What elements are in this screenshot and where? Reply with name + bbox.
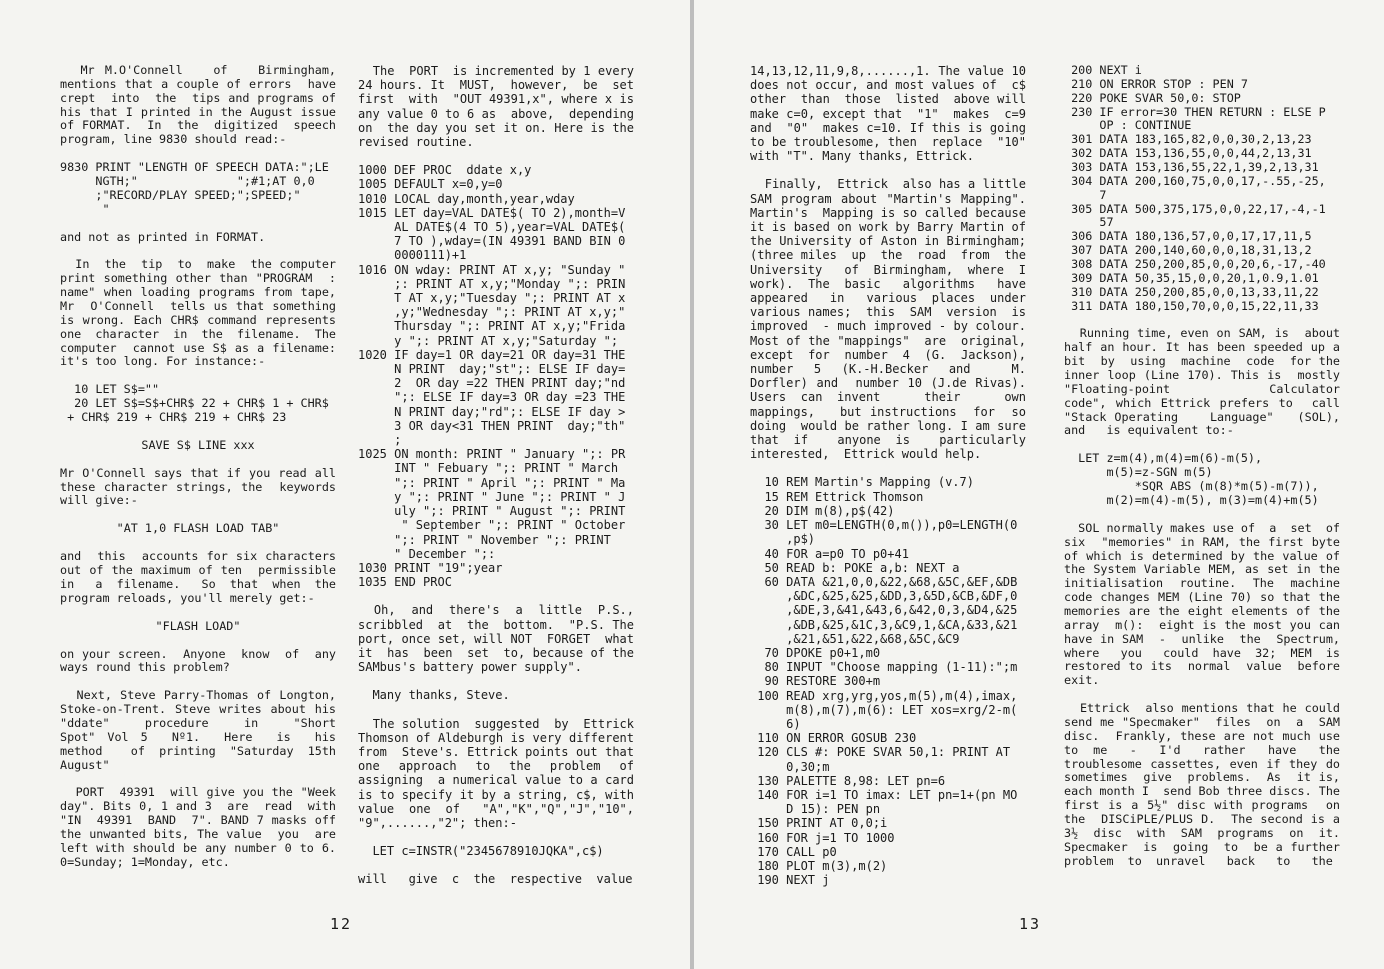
code-listing: 1000 DEF PROC ddate x,y 1005 DEFAULT x=0,y=0 1010 LOCAL day,month,year,wday 1015 LET day=VAL DATE$( TO 2),month=V AL DATE$(4 TO 5),year=VAL DATE$( 7 TO ),wday=(IN 49391 BAND BIN 0 0000111)+1 1016 ON wday: PRINT AT x,y; "Sunday " ;: PRINT AT x,y;"Monday ";: PRIN T AT x,y;"Tuesday ";: PRINT AT x ,y;"Wednesday ";: PRINT AT x,y;" Thursday ";: PRINT AT x,y;"Frida y ";: PRINT AT x,y;"Saturday "; 1020 IF day=1 OR day=21 OR day=31 THE N PRINT day;"st";: ELSE IF day= 2 OR day =22 THEN PRINT day;"nd ";: ELSE IF day=3 OR day =23 THE N PRINT day;"rd";: ELSE IF day > 3 OR day<31 THEN PRINT day;"th" ; 1025 ON month: PRINT " January ";: PR INT " Febuary ";: PRINT " March ";: PRINT " April ";: PRINT " Ma y ";: PRINT " June ";: PRINT " J uly ";: PRINT " August ";: PRINT " September ";: PRINT " October ";: PRINT " November ";: PRINT " December ";: 1030 PRINT "19";year 1035 END PROC [358,163,626,590]
right-page [694,0,1384,969]
page-number-left: 12 [330,915,353,933]
text-paragraph: Running time, even on SAM, is about half an hour. It has been speeded up a bit by using machine code for the inner loop (Line 170). This is mostly "Floating-point Calculator code", which Ettrick prefers to call "Stack Operating Language" (SOL), and is equivalent to:- [1064,326,1376,438]
text-paragraph: will give c the respective value [358,872,633,887]
text-paragraph: Ettrick also mentions that he could send me "Specmaker" files on a SAM disc. Frankly, these are not much use to me - I'd rather have the troublesome cassettes, even if they do sometimes give problems. As it is, each month I send Bob three discs. The first is a 5½" disc with programs on the DISCiPLE/PLUS D. The second is a 3½ disc with SAM programs on it. Specmaker is going to be a further problem to unravel back to the [1064,701,1348,868]
text-paragraph: on your screen. Anyone know of any ways round this problem? [60,646,344,675]
text-paragraph: 14,13,12,11,9,8,......,1. The value 10 does not occur, and most values of c$ other than those listed above will make c=0, except that "1" makes c=9 and "0" makes c=10. If this is going to be troublesome, then replace "10" with "T". Many thanks, Ettrick. [750,64,1034,164]
code-listing: 10 LET S$="" 20 LET S$=S$+CHR$ 22 + CHR$ 1 + CHR$ + CHR$ 219 + CHR$ 219 + CHR$ 23 [67,382,329,425]
code-listing: 200 NEXT i 210 ON ERROR STOP : PEN 7 220 POKE SVAR 50,0: STOP 230 IF error=30 THEN RETURN : ELSE P OP : CONTINUE 301 DATA 183,165,82,0,0,30,2,13,23 302 DATA 153,136,55,0,0,44,2,13,31 303 DATA 153,136,55,22,1,39,2,13,31 304 DATA 200,160,75,0,0,17,-.55,-25, 7 305 DATA 500,375,175,0,0,22,17,-4,-1 57 306 DATA 180,136,57,0,0,17,17,11,5 307 DATA 200,140,60,0,0,18,31,13,2 308 DATA 250,200,85,0,0,20,6,-17,-40 309 DATA 50,35,15,0,0,20,1,0.9,1.01 310 DATA 250,200,85,0,0,13,33,11,22 311 DATA 180,150,70,0,0,15,22,11,33 [1071,63,1326,313]
text-paragraph: and not as printed in FORMAT. [60,229,266,244]
text-paragraph: Many thanks, Steve. [358,688,510,703]
text-paragraph: Oh, and there's a little P.S., scribbled at the bottom. "P.S. The port, once set, will NOT FORGET what it has been set to, because of the SAMbus's battery power supply". [358,603,642,675]
text-paragraph: Mr M.O'Connell of Birmingham, mentions that a couple of errors have crept into the tips and programs of his that I printed in the August issue of FORMAT. In the digitized speech program, line 9830 should read:- [60,63,344,147]
code-listing: 10 REM Martin's Mapping (v.7) 15 REM Ettrick Thomson 20 DIM m(8),p$(42) 30 LET m0=LENGTH(0,m()),p0=LENGTH(0 ,p$) 40 FOR a=p0 TO p0+41 50 READ b: POKE a,b: NEXT a 60 DATA &21,0,0,&22,&68,&5C,&EF,&DB ,&DC,&25,&25,&DD,3,&5D,&CB,&DF,0 ,&DE,3,&41,&43,6,&42,0,3,&D4,&25 ,&DB,&25,&1C,3,&C9,1,&CA,&33,&21 ,&21,&51,&22,&68,&5C,&C9 70 DPOKE p0+1,m0 80 INPUT "Choose mapping (1-11):";m 90 RESTORE 300+m 100 READ xrg,yrg,yos,m(5),m(4),imax, m(8),m(7),m(6): LET xos=xrg/2-m( 6) 110 ON ERROR GOSUB 230 120 CLS #: POKE SVAR 50,1: PRINT AT 0,30;m 130 PALETTE 8,98: LET pn=6 140 FOR i=1 TO imax: LET pn=1+(pn MO D 15): PEN pn 150 PRINT AT 0,0;i 160 FOR j=1 TO 1000 170 CALL p0 180 PLOT m(3),m(2) 190 NEXT j [757,475,1018,888]
left-page [0,0,690,969]
text-paragraph: "AT 1,0 FLASH LOAD TAB" [116,521,280,536]
text-paragraph: SAVE S$ LINE xxx [141,437,255,452]
code-listing: LET c=INSTR("2345678910JQKA",c$) [358,844,604,859]
text-paragraph: Mr O'Connell says that if you read all these character strings, the keywords will give:- [60,465,344,508]
text-paragraph: The solution suggested by Ettrick Thomson of Aldeburgh is very different from Steve's. Ettrick points out that one approach to the problem of assigning a numerical value to a card is to specify it by a string, c$, with value one of "A","K","Q","J","10", "9",......,"2"; then:- [358,716,642,830]
code-listing: LET z=m(4),m(4)=m(6)-m(5), m(5)=z-SGN m(5) *SQR ABS (m(8)*m(5)-m(7)), m(2)=m(4)-m(5), m(3)=m(4)+m(5) [1078,451,1319,507]
page-number-right: 13 [1019,915,1042,933]
text-paragraph: SOL normally makes use of a set of six "memories" in RAM, the first byte of which is determined by the value of the System Variable MEM, as set in the initialisation routine. The machine code changes MEM (Line 70) so that the memories are the eight elements of the array m(): eight is the most you can have in SAM - unlike the Spectrum, where you could have 32; MEM is restored to its normal value before exit. [1064,520,1348,688]
code-listing: 9830 PRINT "LENGTH OF SPEECH DATA:";LE NGTH;" ";#1;AT 0,0 ;"RECORD/PLAY SPEED;";SPEED;" " [60,160,329,216]
right-column-2 [1064,63,1376,882]
left-column-2 [358,64,642,901]
text-paragraph: "FLASH LOAD" [155,618,241,633]
text-paragraph: The PORT is incremented by 1 every 24 hours. It MUST, however, be set first with "OUT 49391,x", where x is any value 0 to 6 as above, depending on the day you set it on. Here is the revised routine. [358,64,642,150]
text-paragraph: In the tip to make the computer print something other than "PROGRAM : name" when loading programs from tape, Mr O'Connell tells us that something is wrong. Each CHR$ command represents one character in the filename. The computer cannot use S$ as a filename: it's too long. For instance:- [60,257,344,369]
text-paragraph: Finally, Ettrick also has a little SAM program about "Martin's Mapping". Martin's Mapping is so called because it is based on work by Barry Martin of the University of Aston in Birmingham; (three miles up the road from the University of Birmingham, where I work). The basic algorithms have appeared in various places under various names; this SAM version is improved - much improved - by colour. Most of the "mappings" are original, except for number 4 (G. Jackson), number 5 (K.-H.Becker and M. Dorfler) and number 10 (J.de Rivas). Users can invent their own mappings, but instructions for so doing would be rather long. I am sure that if anyone is particularly interested, Ettrick would help. [750,177,1048,462]
left-column-1 [60,63,351,884]
text-paragraph: and this accounts for six characters out of the maximum of ten permissible in a filename. So that when the program reloads, you'll merely get:- [60,549,344,605]
right-column-1 [750,64,1048,901]
text-paragraph: Next, Steve Parry-Thomas of Longton, Stoke-on-Trent. Steve writes about his "ddate" procedure in "Short Spot" Vol 5 Nº1. Here is his method of printing "Saturday 15th August" [60,688,351,772]
text-paragraph: PORT 49391 will give you the "Week day". Bits 0, 1 and 3 are read with "IN 49391 BAND 7". BAND 7 masks off the unwanted bits, The value you are left with should be any number 0 to 6. 0=Sunday; 1=Monday, etc. [60,785,344,869]
